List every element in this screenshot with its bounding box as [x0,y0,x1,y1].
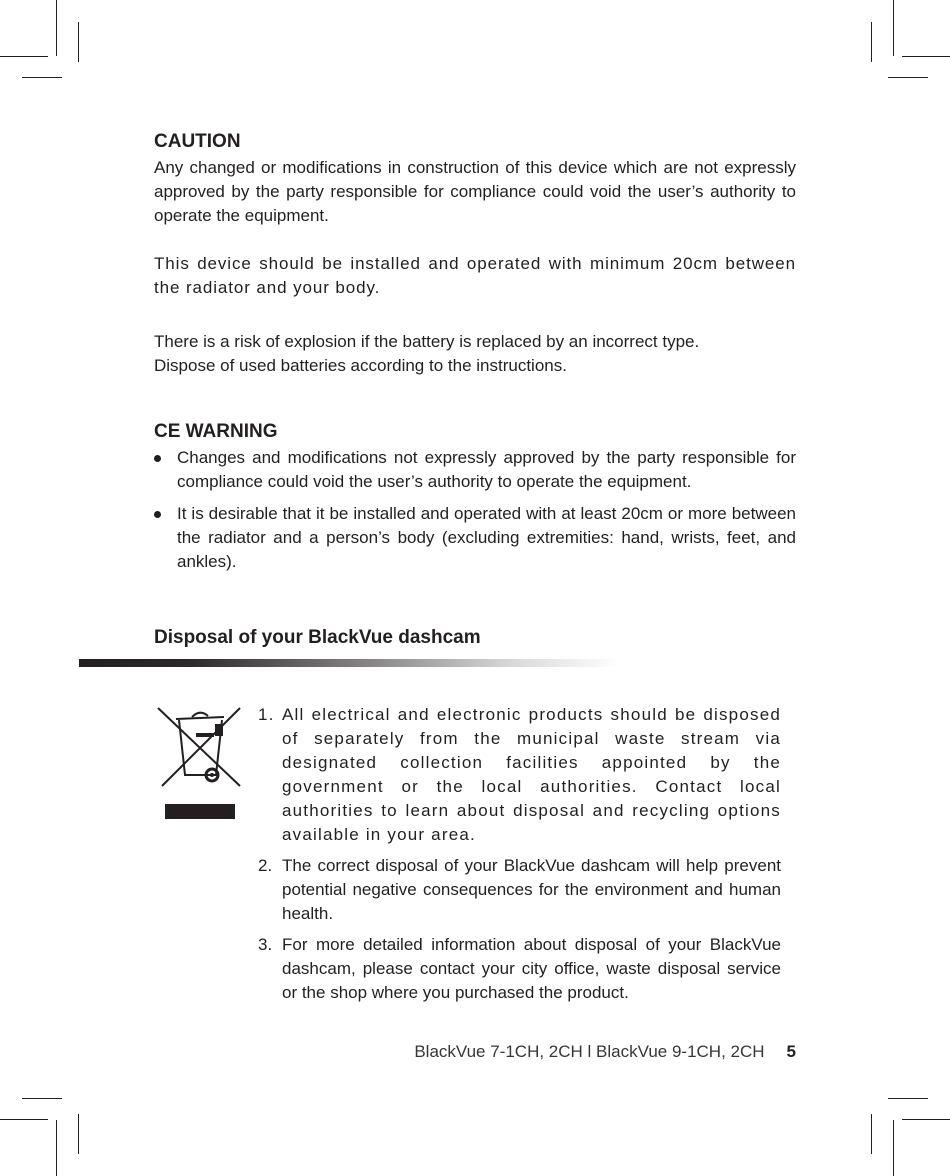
ce-warning-heading: CE WARNING [154,421,278,442]
crop-mark [22,1098,62,1099]
list-item-number: 2. [258,856,273,875]
list-item-number: 3. [258,935,273,954]
crop-mark [0,56,48,57]
list-item-text: Changes and modifications not expressly approved by the party responsible for compliance could void the user’s authority to operate the equipment. [177,448,796,491]
weee-crossed-out-bin-icon [154,703,244,823]
crop-mark [902,56,950,57]
battery-dispose-line: Dispose of used batteries according to the instructions. [154,356,567,375]
list-item-text: For more detailed information about disposal of your BlackVue dashcam, please contact your city office, waste disposal service or the shop where you purchased the product. [282,935,781,1002]
bullet-icon [154,511,161,518]
list-item [258,703,781,847]
list-item [154,502,796,574]
section-divider [79,659,619,667]
page-footer [414,1040,796,1064]
crop-mark [56,0,57,56]
list-item [258,933,781,1005]
list-item [258,854,781,926]
caution-paragraph: Any changed or modifications in construction of this device which are not expressly approved by the party responsible for compliance could void the user’s authority to operate the equipment. [154,158,796,225]
list-item-text: It is desirable that it be installed and operated with at least 20cm or more between the radiator and a person’s body (excluding extremities: hand, wrists, feet, and ankles). [177,504,796,571]
crop-mark [902,1119,950,1120]
spacer [154,228,796,252]
caution-heading: CAUTION [154,131,241,152]
main-content [154,128,796,582]
spacer [154,300,796,330]
spacer [154,378,796,418]
disposal-title: Disposal of your BlackVue dashcam [154,627,481,648]
list-item-number: 1. [258,705,275,724]
crop-mark [871,1114,872,1154]
list-item [154,446,796,494]
crop-mark [871,22,872,62]
crop-mark [888,1098,928,1099]
crop-mark [22,77,62,78]
crop-mark [78,1114,79,1154]
rf-exposure-paragraph: This device should be installed and operated with minimum 20cm between the radiator and your body. [154,254,796,297]
list-item-text: The correct disposal of your BlackVue dashcam will help prevent potential negative consequences for the environment and human health. [282,856,781,923]
footer-product-name: BlackVue 7-1CH, 2CH l BlackVue 9-1CH, 2CH [414,1042,765,1061]
ce-warning-list [154,446,796,574]
crop-mark [78,22,79,62]
crop-mark [893,0,894,56]
disposal-list [258,703,781,1012]
battery-warning-line: There is a risk of explosion if the battery is replaced by an incorrect type. [154,332,700,351]
crop-mark [888,77,928,78]
bullet-icon [154,455,161,462]
crop-mark [0,1119,48,1120]
crop-mark [56,1120,57,1176]
list-item-text: All electrical and electronic products should be disposed of separately from the municipal waste stream via designated collection facilities appointed by the government or the local authorities. Contact local authorities to learn about disposal and recycling options available in your area. [282,705,781,844]
page-number: 5 [786,1042,796,1061]
crop-mark [893,1120,894,1176]
